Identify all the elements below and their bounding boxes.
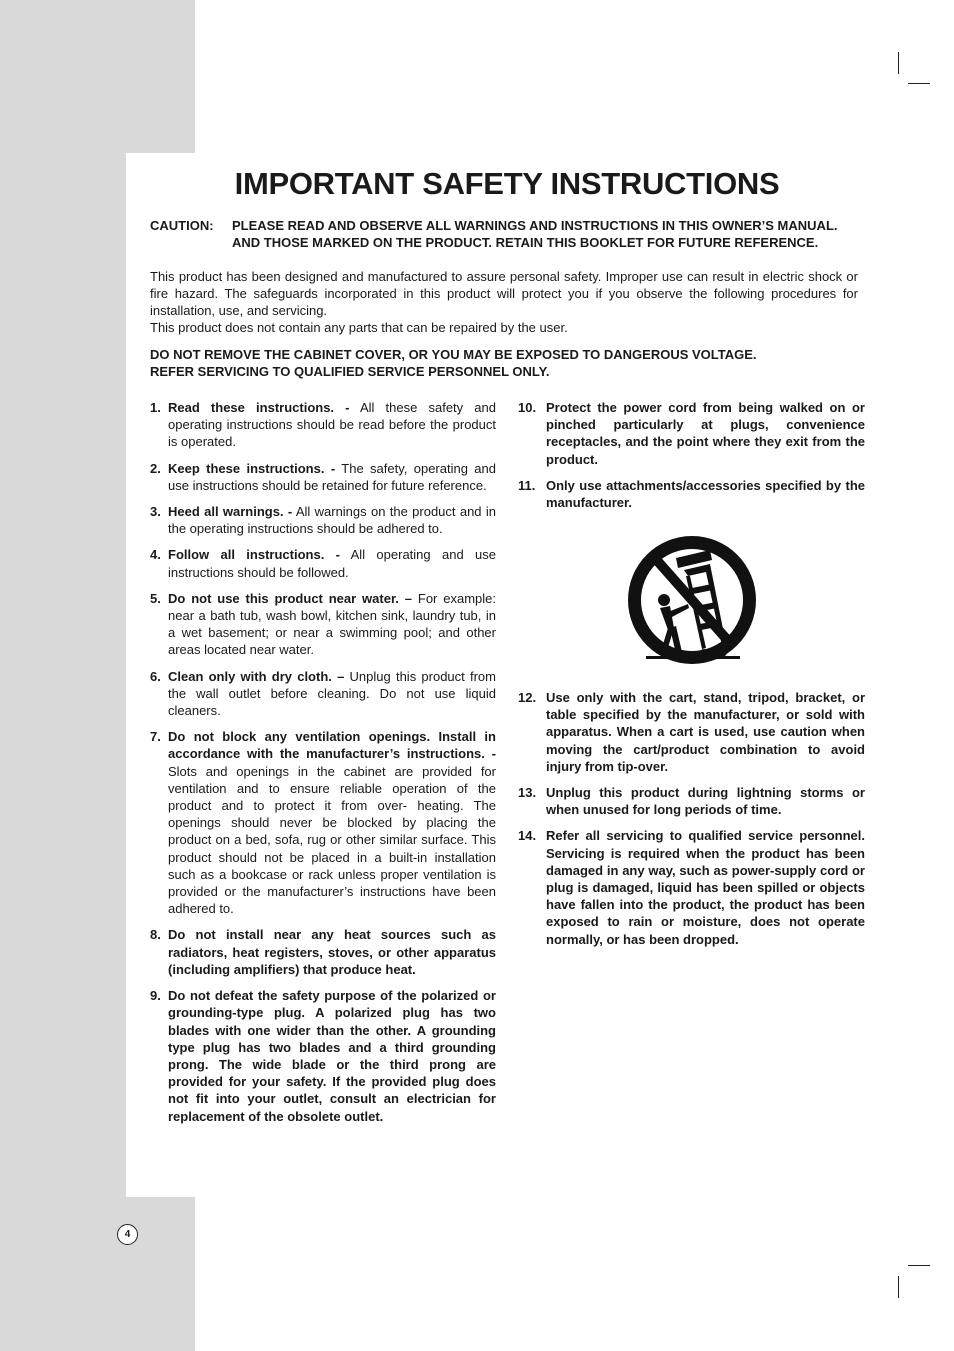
- item-heading: Do not block any ventilation openings. Install in accordance with the manufacturer’s instructions. -: [168, 729, 496, 762]
- item-text: Unplug this product from the wall outlet before cleaning. Do not use liquid cleaners.: [168, 668, 496, 719]
- item-text: All operating and use instructions should be followed.: [168, 547, 496, 580]
- intro-paragraph: This product does not contain any parts that can be repaired by the user.: [150, 320, 568, 335]
- item-number: 5.: [150, 590, 161, 606]
- list-item: [150, 668, 496, 720]
- list-item: [150, 987, 496, 1125]
- crop-mark: [898, 1276, 899, 1298]
- item-heading: Use only with the cart, stand, tripod, bracket, or table specified by the manufacturer, or sold with apparatus. When a cart is used, use caution when moving the cart/product combination to avoid injury from tip-over.: [546, 690, 865, 774]
- instructions-left-column: [150, 399, 496, 1134]
- item-heading: Follow all instructions. -: [168, 547, 340, 563]
- item-body: [168, 728, 496, 917]
- item-body: [168, 590, 496, 659]
- caution-text: PLEASE READ AND OBSERVE ALL WARNINGS AND INSTRUCTIONS IN THIS OWNER’S MANUAL. AND THOSE MARKED ON THE PRODUCT. RETAIN THIS BOOKLET FOR FUTURE REFERENCE.: [232, 218, 838, 250]
- item-number: 11.: [518, 477, 536, 493]
- crop-mark: [898, 52, 899, 74]
- item-body: [168, 503, 496, 537]
- caution-block: [150, 217, 870, 251]
- item-heading: Heed all warnings. -: [168, 504, 293, 520]
- item-heading: Keep these instructions. -: [168, 460, 336, 476]
- page-margin-bottom: [0, 1197, 195, 1351]
- item-number: 6.: [150, 668, 161, 684]
- list-item: [518, 827, 865, 947]
- crop-mark: [908, 1265, 930, 1266]
- item-text: All warnings on the product and in the operating instructions should be adhered to.: [168, 504, 496, 537]
- page-margin-left: [0, 153, 126, 1197]
- item-heading: Clean only with dry cloth. –: [168, 668, 345, 684]
- item-number: 13.: [518, 785, 537, 801]
- list-item: [150, 546, 496, 580]
- item-heading: Read these instructions. -: [168, 400, 350, 415]
- item-heading: Only use attachments/accessories specified by the manufacturer.: [546, 477, 865, 511]
- item-body: [168, 546, 496, 580]
- caution-label: CAUTION:: [150, 218, 214, 233]
- item-number: 1.: [150, 400, 161, 415]
- item-heading: Protect the power cord from being walked on or pinched particularly at plugs, convenience receptacles, and the point where they exit from the product.: [546, 400, 865, 467]
- item-number: 7.: [150, 729, 161, 745]
- item-number: 10.: [518, 400, 537, 415]
- intro-block: [150, 268, 858, 336]
- warning-line: DO NOT REMOVE THE CABINET COVER, OR YOU MAY BE EXPOSED TO DANGEROUS VOLTAGE.: [150, 347, 757, 362]
- list-item: [150, 460, 496, 494]
- item-heading: Do not install near any heat sources such as radiators, heat registers, stoves, or other apparatus (including amplifiers) that produce heat.: [168, 927, 496, 977]
- list-item: [518, 477, 865, 511]
- list-item: [150, 503, 496, 537]
- list-item: [518, 399, 865, 468]
- list-item: [150, 590, 496, 659]
- list-item: [518, 784, 865, 818]
- item-body: [168, 668, 496, 720]
- item-text: For example: near a bath tub, wash bowl, kitchen sink, laundry tub, in a wet basement; or near a swimming pool; and other areas located near water.: [168, 590, 496, 658]
- item-body: [168, 460, 496, 494]
- item-number: 12.: [518, 690, 537, 705]
- intro-paragraph: This product has been designed and manufactured to assure personal safety. Improper use can result in electric shock or fire hazard. The safeguards incorporated in this product will protect you if you observe the following procedures for installation, use, and servicing.: [150, 269, 858, 318]
- list-item: [150, 926, 496, 978]
- item-number: 2.: [150, 460, 161, 476]
- list-item: [150, 399, 496, 451]
- list-item: [518, 689, 865, 775]
- item-number: 4.: [150, 547, 161, 563]
- item-number: 8.: [150, 927, 161, 943]
- list-item: [150, 728, 496, 917]
- cart-tipover-warning-icon: [626, 536, 758, 668]
- item-text: All these safety and operating instructions should be read before the product is operated.: [168, 400, 496, 450]
- item-heading: Do not defeat the safety purpose of the polarized or grounding-type plug. A polarized plug has two blades with one wider than the other. A grounding type plug has two blades and a third grounding prong. The wide blade or the third prong are provided for your safety. If the provided plug does not fit into your outlet, consult an electrician for replacement of the obsolete outlet.: [168, 988, 496, 1124]
- item-number: 9.: [150, 988, 161, 1004]
- instructions-right-column-bottom: [518, 689, 865, 957]
- voltage-warning: [150, 346, 870, 380]
- page-margin-top: [0, 0, 195, 153]
- item-heading: Unplug this product during lightning storms or when unused for long periods of time.: [546, 785, 865, 818]
- item-text: Slots and openings in the cabinet are provided for ventilation and to ensure reliable operation of the product and to protect it from over- heating. The openings should never be blocked by placing the product on a bed, sofa, rug or other similar surface. This product should not be placed in a built-in installation such as a bookcase or rack unless proper ventilation is provided or the manufacturer’s instructions have been adhered to.: [168, 763, 496, 917]
- item-number: 3.: [150, 504, 161, 520]
- item-number: 14.: [518, 828, 537, 844]
- page-title: IMPORTANT SAFETY INSTRUCTIONS: [234, 166, 780, 201]
- item-heading: Refer all servicing to qualified service personnel. Servicing is required when the product has been damaged in any way, such as power-supply cord or plug is damaged, liquid has been spilled or objects have fallen into the product, the product has been exposed to rain or moisture, does not operate normally, or has been dropped.: [546, 828, 865, 947]
- warning-line: REFER SERVICING TO QUALIFIED SERVICE PERSONNEL ONLY.: [150, 364, 550, 379]
- page-number: 4: [117, 1224, 138, 1245]
- item-heading: Do not use this product near water. –: [168, 590, 412, 606]
- instructions-right-column-top: [518, 399, 865, 520]
- item-text: The safety, operating and use instructions should be retained for future reference.: [168, 460, 496, 493]
- crop-mark: [908, 83, 930, 84]
- item-body: [168, 399, 496, 451]
